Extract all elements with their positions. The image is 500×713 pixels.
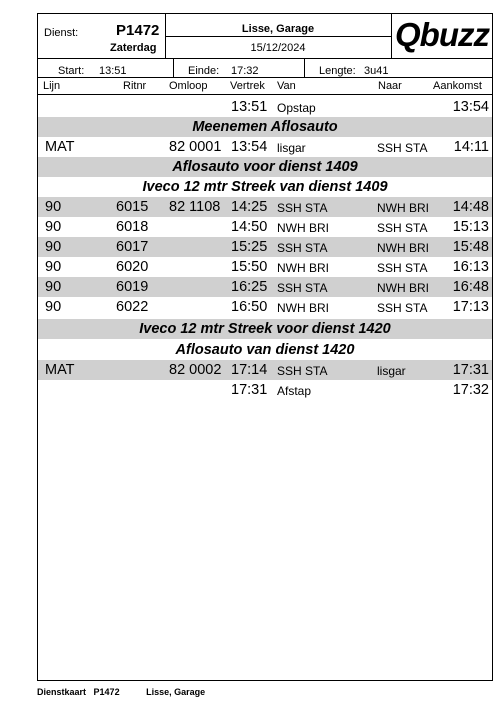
cell-vertrek: 17:14 (231, 362, 268, 378)
cell-aankomst: 13:54 (452, 99, 489, 115)
cell-lijn: MAT (45, 362, 75, 378)
header-divider (38, 77, 492, 78)
header-divider (304, 58, 305, 77)
cell-vertrek: 13:54 (231, 139, 268, 155)
location-label: Lisse, Garage (241, 23, 315, 35)
cell-naar: SSH STA (377, 261, 428, 275)
section-heading: Iveco 12 mtr Streek van dienst 1409 (38, 177, 492, 197)
cell-vertrek: 16:50 (231, 299, 268, 315)
table-row (38, 360, 492, 380)
table-row (38, 217, 492, 237)
cell-van: NWH BRI (277, 301, 329, 315)
cell-lijn: 90 (45, 299, 62, 315)
section-heading: Iveco 12 mtr Streek voor dienst 1420 (38, 319, 492, 339)
cell-aankomst: 16:48 (452, 279, 489, 295)
header-divider (165, 36, 391, 37)
header-divider (173, 58, 174, 77)
header-divider (38, 58, 492, 59)
cell-van: SSH STA (277, 201, 328, 215)
col-van: Van (277, 80, 296, 92)
table-row (38, 380, 492, 400)
col-vertrek: Vertrek (230, 80, 265, 92)
cell-naar: SSH STA (377, 301, 428, 315)
cell-van: SSH STA (277, 281, 328, 295)
cell-omloop: 82 0002 (169, 362, 222, 378)
start-label: Start: (58, 65, 85, 77)
cell-omloop: 82 1108 (169, 199, 221, 215)
col-lijn: Lijn (43, 80, 61, 92)
cell-van: SSH STA (277, 364, 328, 378)
footer-label: Dienstkaart (37, 687, 87, 697)
cell-aankomst: 15:48 (452, 239, 489, 255)
einde-time: 17:32 (231, 65, 259, 77)
cell-ritnr: 6019 (116, 279, 149, 295)
dienst-code: P1472 (116, 22, 160, 39)
qbuzz-logo: Qbuzz (395, 16, 489, 53)
footer-location: Lisse, Garage (146, 687, 206, 697)
header-divider (38, 94, 492, 95)
dienst-label: Dienst: (44, 27, 79, 39)
table-row (38, 97, 492, 117)
cell-lijn: 90 (45, 279, 62, 295)
cell-lijn: 90 (45, 219, 62, 235)
cell-aankomst: 14:48 (452, 199, 489, 215)
col-ritnr: Ritnr (123, 80, 147, 92)
cell-ritnr: 6022 (116, 299, 149, 315)
section-heading: Meenemen Aflosauto (38, 117, 492, 137)
table-row (38, 137, 492, 157)
table-row (38, 197, 492, 217)
cell-vertrek: 15:50 (231, 259, 268, 275)
cell-ritnr: 6018 (116, 219, 149, 235)
lengte-value: 3u41 (364, 65, 389, 77)
table-row (38, 237, 492, 257)
date-label: 15/12/2024 (250, 42, 306, 54)
cell-van: Afstap (277, 384, 312, 398)
cell-naar: NWH BRI (377, 241, 429, 255)
cell-vertrek: 14:50 (231, 219, 268, 235)
cell-naar: NWH BRI (377, 281, 429, 295)
start-time: 13:51 (99, 65, 127, 77)
page-footer (37, 687, 205, 697)
col-omloop: Omloop (169, 80, 208, 92)
cell-van: lisgar (277, 141, 306, 155)
cell-vertrek: 17:31 (231, 382, 268, 398)
cell-naar: SSH STA (377, 141, 428, 155)
day-label: Zaterdag (110, 42, 157, 54)
cell-naar: NWH BRI (377, 201, 429, 215)
cell-aankomst: 14:11 (453, 139, 489, 155)
section-heading: Aflosauto voor dienst 1409 (38, 157, 492, 177)
cell-ritnr: 6015 (116, 199, 149, 215)
lengte-label: Lengte: (319, 65, 356, 77)
cell-lijn: 90 (45, 259, 62, 275)
footer-code: P1472 (93, 687, 120, 697)
cell-lijn: 90 (45, 199, 62, 215)
table-row (38, 277, 492, 297)
cell-vertrek: 14:25 (231, 199, 268, 215)
cell-omloop: 82 0001 (169, 139, 222, 155)
cell-naar: SSH STA (377, 221, 428, 235)
cell-lijn: MAT (45, 139, 75, 155)
cell-van: NWH BRI (277, 221, 329, 235)
table-row (38, 257, 492, 277)
table-row (38, 297, 492, 317)
cell-van: NWH BRI (277, 261, 329, 275)
cell-aankomst: 17:32 (452, 382, 489, 398)
col-aankomst: Aankomst (433, 80, 482, 92)
cell-naar: lisgar (377, 364, 406, 378)
cell-van: SSH STA (277, 241, 328, 255)
col-naar: Naar (378, 80, 402, 92)
cell-aankomst: 17:31 (452, 362, 489, 378)
duty-card (37, 13, 493, 681)
cell-ritnr: 6020 (116, 259, 149, 275)
section-heading: Aflosauto van dienst 1420 (38, 340, 492, 360)
cell-aankomst: 16:13 (452, 259, 489, 275)
cell-aankomst: 15:13 (452, 219, 489, 235)
cell-aankomst: 17:13 (452, 299, 489, 315)
cell-vertrek: 13:51 (231, 99, 268, 115)
einde-label: Einde: (188, 65, 220, 77)
cell-vertrek: 15:25 (231, 239, 268, 255)
cell-ritnr: 6017 (116, 239, 149, 255)
cell-lijn: 90 (45, 239, 62, 255)
cell-vertrek: 16:25 (231, 279, 268, 295)
cell-van: Opstap (277, 101, 316, 115)
